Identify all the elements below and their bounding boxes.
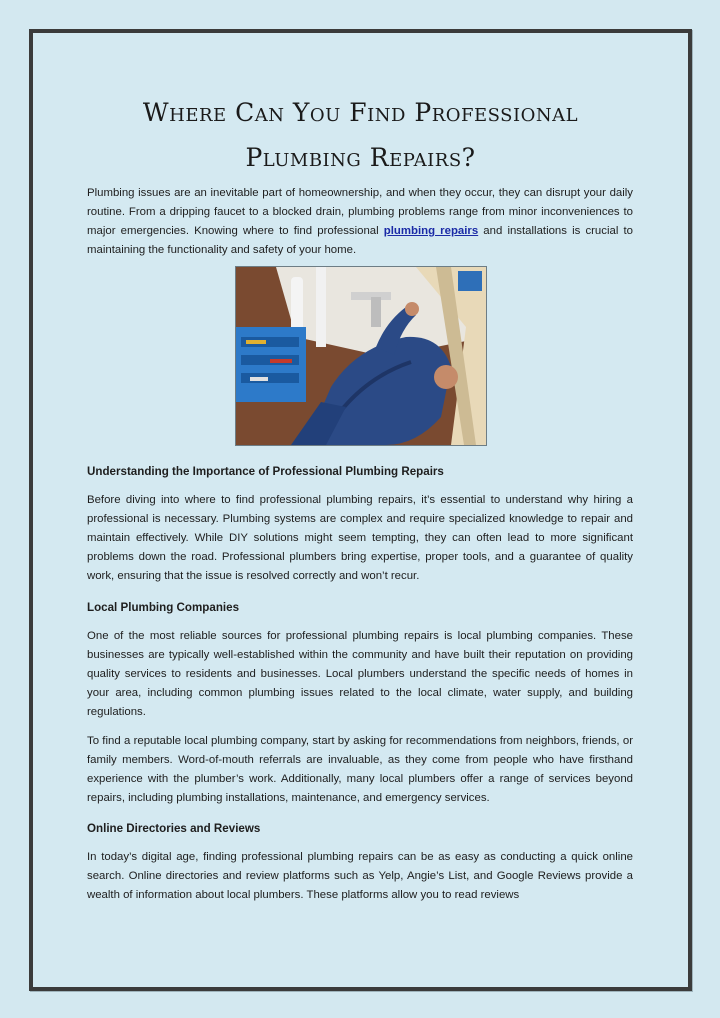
paragraph-text: One of the most reliable sources for professional plumbing repairs is local plumbing companies. These businesses are typically well-established within the community and have built their reputation on providing quality services to residents and businesses. Local plumbers understand the specific needs of homes in your area, including common plumbing issues related to the local climate, water supply, and building regulations. xyxy=(87,630,633,718)
title-line-1: Where Can You Find Professional xyxy=(142,98,579,127)
intro-text-after: and installations is crucial to maintaining the functionality and safety of your home. xyxy=(87,225,633,256)
section-heading-importance: Understanding the Importance of Professional Plumbing Repairs xyxy=(87,465,444,478)
page-title xyxy=(33,90,688,180)
paragraph-text: Before diving into where to find professional plumbing repairs, it’s essential to understand why hiring a professional is necessary. Plumbing systems are complex and require specialized knowledge to repair and maintain effectively. While DIY solutions might seem tempting, they can often lead to more significant problems down the road. Professional plumbers bring expertise, proper tools, and a guarantee of quality work, ensuring that the issue is resolved correctly and won’t recur. xyxy=(87,494,633,582)
section-paragraph-local-1 xyxy=(87,627,633,722)
title-line-2: Plumbing Repairs? xyxy=(245,143,476,172)
intro-text-before: Plumbing issues are an inevitable part of homeownership, and when they occur, they can disrupt your daily routine. From a dripping faucet to a blocked drain, plumbing problems range from minor inconveniences to major emergencies. Knowing where to find professional xyxy=(87,187,633,237)
intro-paragraph xyxy=(87,184,633,260)
paragraph-text: In today’s digital age, finding professional plumbing repairs can be as easy as conducting a quick online search. Online directories and review platforms such as Yelp, Angie’s List, and Google Reviews provide a wealth of information about local plumbers. These platforms allow you to read reviews xyxy=(87,851,633,901)
document-page xyxy=(29,29,692,991)
section-paragraph-local-2 xyxy=(87,732,633,808)
paragraph-text: To find a reputable local plumbing company, start by asking for recommendations from neighbors, friends, or family members. Word-of-mouth referrals are invaluable, as they come from people who have firsthand experience with the plumber’s work. Additionally, many local plumbers offer a range of services beyond repairs, including plumbing installations, maintenance, and emergency services. xyxy=(87,735,633,804)
section-heading-online-directories: Online Directories and Reviews xyxy=(87,822,261,835)
plumber-photo xyxy=(235,266,487,446)
section-heading-local-companies: Local Plumbing Companies xyxy=(87,601,240,614)
plumbing-repairs-link[interactable]: plumbing repairs xyxy=(383,225,479,237)
section-paragraph-online xyxy=(87,848,633,905)
section-paragraph-importance xyxy=(87,491,633,586)
plumber-under-sink-illustration xyxy=(236,267,486,445)
